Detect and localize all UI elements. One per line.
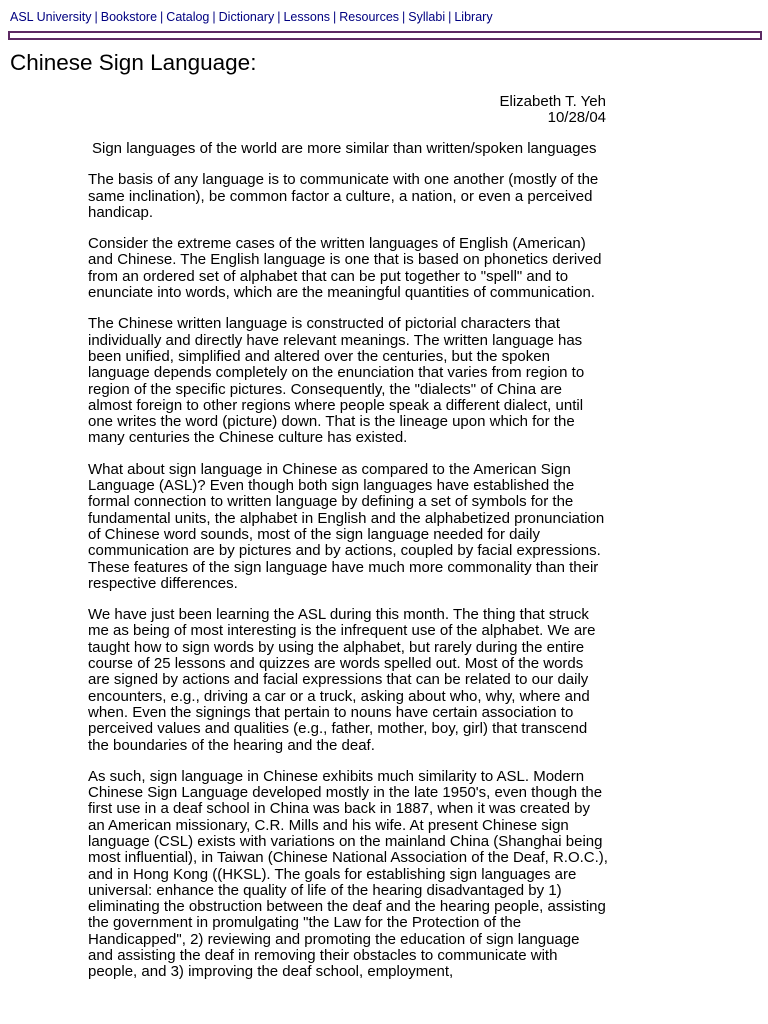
- nav-separator: |: [94, 10, 98, 24]
- nav-separator: |: [277, 10, 281, 24]
- author-name: Elizabeth T. Yeh: [499, 93, 606, 110]
- nav-separator: |: [333, 10, 337, 24]
- article-body: [88, 141, 608, 996]
- article-paragraph: Sign languages of the world are more similar than written/spoken languages: [92, 140, 597, 157]
- nav-link-dictionary[interactable]: Dictionary: [218, 10, 275, 24]
- nav-link-catalog[interactable]: Catalog: [166, 10, 210, 24]
- nav-link-asl-university[interactable]: ASL University: [10, 10, 92, 24]
- nav-link-library[interactable]: Library: [454, 10, 493, 24]
- article-paragraph: As such, sign language in Chinese exhibits much similarity to ASL. Modern Chinese Sign Language developed mostly in the late 1950's, even though the first use in a deaf school in China was back in 1887, when it was created by an American missionary, C.R. Mills and his wife. At present Chinese sign language (CSL) exists with variations on the mainland China (Shanghai being most influential), in Taiwan (Chinese National Association of the Deaf, R.O.C.), and in Hong Kong ((HKSL). The goals for establishing sign languages are universal: enhance the quality of life of the hearing disadvantaged by 1) eliminating the obstruction between the deaf and the hearing people, assisting the government in promulgating "the Law for the Protection of the Handicapped", 2) reviewing and promoting the education of sign language and assisting the deaf in removing their obstacles to communicate with people, and 3) improving the deaf school, employment,: [88, 767, 608, 981]
- article-paragraph: We have just been learning the ASL during this month. The thing that struck me as being of most interesting is the infrequent use of the alphabet. We are taught how to sign words by using the alphabet, but rarely during the entire course of 25 lessons and quizzes are words spelled out. Most of the words are signed by actions and facial expressions that can be related to our daily encounters, e.g., driving a car or a truck, asking about who, why, where and when. Even the signings that pertain to nouns have certain association to perceived values and qualities (e.g., father, mother, boy, girl) that transcend the boundaries of the hearing and the deaf.: [88, 606, 596, 754]
- article-paragraph: What about sign language in Chinese as compared to the American Sign Language (ASL)? Even though both sign languages have established the formal connection to written language by defining a set of symbols for the fundamental units, the alphabet in English and the alphabetized pronunciation of Chinese word sounds, most of the sign language needed for daily communication are by pictures and by actions, coupled by facial expressions. These features of the sign language have much more commonality than their respective differences.: [88, 460, 605, 592]
- article-paragraph: Consider the extreme cases of the written languages of English (American) and Chinese. The English language is one that is based on phonetics derived from an ordered set of alphabet that can be put together to "spell" and to enunciate into words, which are the meaningful quantities of communication.: [88, 235, 602, 302]
- page-title: Chinese Sign Language:: [10, 50, 257, 75]
- nav-separator: |: [402, 10, 406, 24]
- nav-link-resources[interactable]: Resources: [339, 10, 400, 24]
- nav-separator: |: [212, 10, 216, 24]
- byline: [500, 94, 606, 127]
- top-navigation: [10, 9, 493, 25]
- article-paragraph: The basis of any language is to communicate with one another (mostly of the same inclination), be common factor a culture, a nation, or even a perceived handicap.: [88, 171, 599, 221]
- nav-separator: |: [160, 10, 164, 24]
- nav-link-lessons[interactable]: Lessons: [283, 10, 331, 24]
- nav-link-syllabi[interactable]: Syllabi: [408, 10, 446, 24]
- nav-link-bookstore[interactable]: Bookstore: [100, 10, 158, 24]
- article-paragraph: The Chinese written language is constructed of pictorial characters that individually and directly have relevant meanings. The written language has been unified, simplified and altered over the centuries, but the spoken language depends completely on the enunciation that varies from region to region of the specific pictures. Consequently, the "dialects" of China are almost foreign to other regions where people speak a different dialect, until one writes the word (picture) down. That is the lineage upon which for the many centuries the Chinese culture has existed.: [88, 315, 585, 447]
- horizontal-divider: [8, 31, 762, 40]
- nav-separator: |: [448, 10, 452, 24]
- article-date: 10/28/04: [547, 109, 606, 127]
